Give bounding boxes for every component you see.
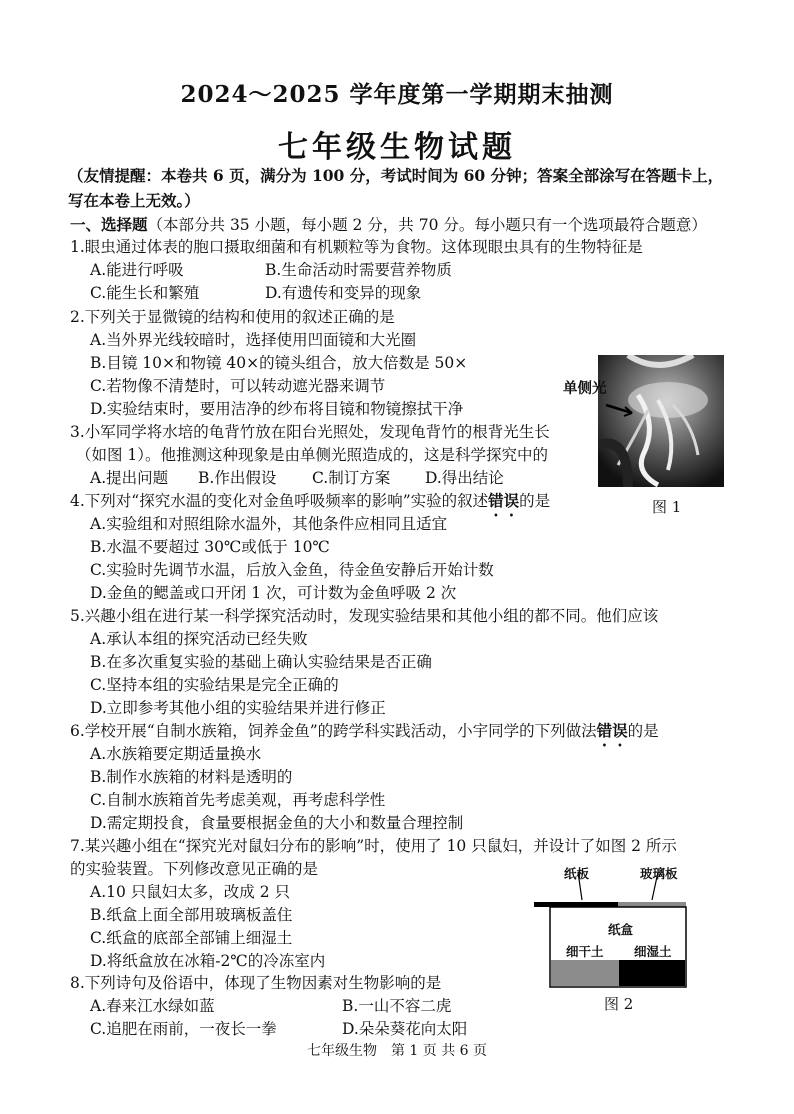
q7-option-d: D.将纸盒放在冰箱-2℃的冷冻室内 (90, 952, 326, 970)
figure-2-cardboard-label: 纸板 (564, 866, 590, 881)
q7-option-a: A.10 只鼠妇太多，改成 2 只 (90, 883, 290, 901)
q7-stem-line2: 的实验装置。下列修改意见正确的是 (70, 860, 319, 878)
exam-note: （友情提醒：本卷共 6 页，满分为 100 分，考试时间为 60 分钟；答案全部涂写在答题卡上，写在本卷上无效。） (68, 166, 724, 210)
figure-2-dry-soil-label: 细干土 (566, 944, 604, 959)
q6-option-c: C.自制水族箱首先考虑美观，再考虑科学性 (90, 791, 386, 809)
q4-option-a: A.实验组和对照组除水温外，其他条件应相同且适宜 (90, 515, 448, 533)
figure-2-wet-soil-label: 细湿土 (634, 944, 672, 959)
figure-2-glass-label: 玻璃板 (640, 866, 678, 881)
q8-option-a: A.春来江水绿如蓝 (90, 997, 215, 1015)
figure-2 (530, 862, 690, 990)
q5-option-d: D.立即参考其他小组的实验结果并进行修正 (90, 699, 386, 717)
q6-stem-text: 6.学校开展“自制水族箱，饲养金鱼”的跨学科实践活动，小宇同学的下列做法 (70, 722, 597, 740)
q7-option-b: B.纸盒上面全部用玻璃板盖住 (90, 906, 293, 924)
q4-stem-text: 4.下列对“探究水温的变化对金鱼呼吸频率的影响”实验的叙述 (70, 492, 489, 510)
q2-stem: 2.下列关于显微镜的结构和使用的叙述正确的是 (70, 308, 395, 326)
exam-subtitle: 七年级生物试题 (278, 130, 516, 165)
q2-option-b: B.目镜 10×和物镜 40×的镜头组合，放大倍数是 50× (90, 354, 468, 372)
q3-option-a: A.提出问题 (90, 469, 169, 487)
q5-option-a: A.承认本组的探究活动已经失败 (90, 630, 308, 648)
q4-option-d: D.金鱼的鳃盖或口开闭 1 次，可计数为金鱼呼吸 2 次 (90, 584, 457, 602)
figure-2-box-label: 纸盒 (608, 922, 634, 937)
q4-option-c: C.实验时先调节水温，后放入金鱼，待金鱼安静后开始计数 (90, 561, 494, 579)
figure-1-caption: 图 1 (652, 498, 682, 516)
exam-title: 2024～2025 学年度第一学期期末抽测 (180, 81, 614, 108)
q4-stem-tail: 的是 (519, 492, 551, 510)
q4-option-b: B.水温不要超过 30℃或低于 10℃ (90, 538, 330, 556)
q5-option-c: C.坚持本组的实验结果是完全正确的 (90, 676, 339, 694)
q3-stem-line2: （如图 1）。他推测这种现象是由单侧光照造成的，这是科学探究中的 (76, 446, 549, 464)
q6-option-d: D.需定期投食，食量要根据金鱼的大小和数量合理控制 (90, 814, 464, 832)
q4-stem-emphasis: 错误 (488, 491, 520, 510)
q8-option-d: D.朵朵葵花向太阳 (342, 1020, 468, 1038)
section-heading (70, 214, 707, 236)
q2-option-c: C.若物像不清楚时，可以转动遮光器来调节 (90, 377, 386, 395)
q8-option-b: B.一山不容二虎 (342, 997, 452, 1015)
q7-stem-line1: 7.某兴趣小组在“探究光对鼠妇分布的影响”时，使用了 10 只鼠妇，并设计了如图 2 所示 (70, 837, 677, 855)
q3-option-d: D.得出结论 (425, 469, 504, 487)
section-desc: （本部分共 35 小题，每小题 2 分，共 70 分。每小题只有一个选项最符合题意） (147, 216, 707, 234)
q3-stem-line1: 3.小军同学将水培的龟背竹放在阳台光照处，发现龟背竹的根背光生长 (70, 423, 550, 441)
q3-option-c: C.制订方案 (312, 469, 391, 487)
q8-stem: 8.下列诗句及俗语中，体现了生物因素对生物影响的是 (70, 974, 442, 992)
q6-stem-tail: 的是 (627, 722, 659, 740)
q1-option-b: B.生命活动时需要营养物质 (265, 261, 452, 279)
figure-1 (598, 355, 724, 487)
page-footer: 七年级生物 第 1 页 共 6 页 (306, 1043, 488, 1059)
q3-option-b: B.作出假设 (198, 469, 277, 487)
q7-option-c: C.纸盒的底部全部铺上细湿土 (90, 929, 293, 947)
figure-1-label: 单侧光 (563, 381, 607, 397)
q8-option-c: C.追肥在雨前，一夜长一拳 (90, 1020, 277, 1038)
q6-option-b: B.制作水族箱的材料是透明的 (90, 768, 293, 786)
section-name: 一、选择题 (70, 215, 148, 234)
q1-option-a: A.能进行呼吸 (90, 261, 184, 279)
q1-option-c: C.能生长和繁殖 (90, 284, 200, 302)
q1-option-d: D.有遗传和变异的现象 (265, 284, 422, 302)
figure-2-caption: 图 2 (604, 995, 634, 1013)
q6-option-a: A.水族箱要定期适量换水 (90, 745, 262, 763)
q1-stem: 1.眼虫通过体表的胞口摄取细菌和有机颗粒等为食物。这体现眼虫具有的生物特征是 (70, 238, 643, 256)
q2-option-d: D.实验结束时，要用洁净的纱布将目镜和物镜擦拭干净 (90, 400, 464, 418)
figure-1-photo (598, 355, 724, 487)
q5-stem: 5.兴趣小组在进行某一科学探究活动时，发现实验结果和其他小组的都不同。他们应该 (70, 607, 659, 625)
q5-option-b: B.在多次重复实验的基础上确认实验结果是否正确 (90, 653, 432, 671)
q2-option-a: A.当外界光线较暗时，选择使用凹面镜和大光圈 (90, 331, 417, 349)
q6-stem-emphasis: 错误 (596, 721, 628, 740)
